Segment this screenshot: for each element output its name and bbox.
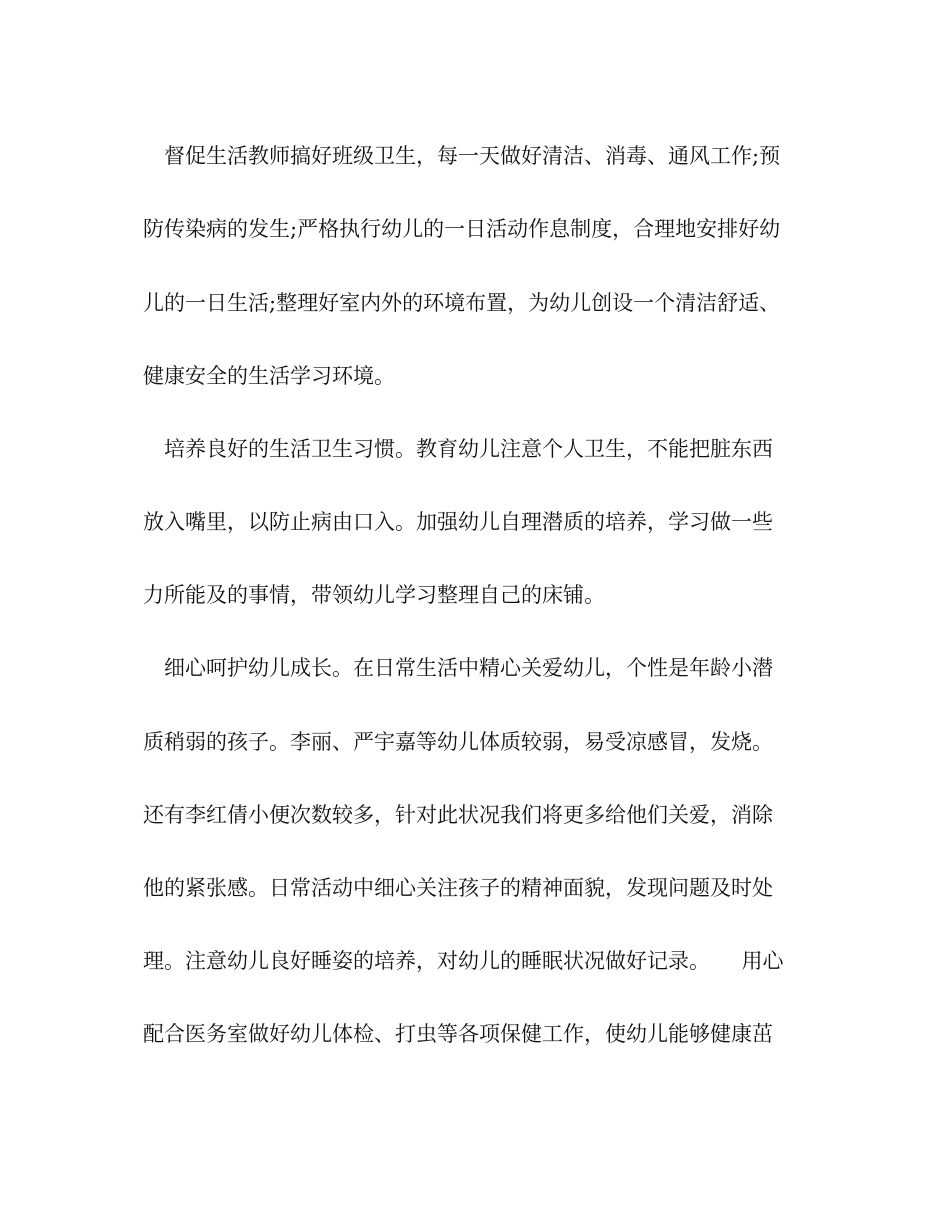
paragraph-3-line-1: 细心呵护幼儿成长。在日常生活中精心关爱幼儿，个性是年龄小潜 bbox=[164, 656, 773, 680]
paragraph-3-line-4: 他的紧张感。日常活动中细心关注孩子的精神面貌，发现问题及时处 bbox=[143, 876, 773, 900]
paragraph-1-line-3: 儿的一日生活;整理好室内外的环境布置，为幼儿创设一个清洁舒适、 bbox=[143, 291, 781, 315]
paragraph-1-line-2: 防传染病的发生;严格执行幼儿的一日活动作息制度，合理地安排好幼 bbox=[143, 217, 781, 241]
paragraph-2-line-2: 放入嘴里，以防止病由口入。加强幼儿自理潜质的培养，学习做一些 bbox=[143, 510, 773, 534]
paragraph-3-line-3: 还有李红倩小便次数较多，针对此状况我们将更多给他们关爱，消除 bbox=[143, 803, 773, 827]
paragraph-3-line-2: 质稍弱的孩子。李丽、严宇嘉等幼儿体质较弱，易受凉感冒，发烧。 bbox=[143, 730, 773, 754]
paragraph-1-line-1: 督促生活教师搞好班级卫生，每一天做好清洁、消毒、通风工作;预 bbox=[164, 144, 781, 168]
paragraph-2-line-3: 力所能及的事情，带领幼儿学习整理自己的床铺。 bbox=[143, 583, 605, 607]
paragraph-3-line-6: 配合医务室做好幼儿体检、打虫等各项保健工作，使幼儿能够健康茁 bbox=[143, 1022, 773, 1046]
paragraph-1-line-4: 健康安全的生活学习环境。 bbox=[143, 364, 395, 388]
paragraph-3-line-5: 理。注意幼儿良好睡姿的培养，对幼儿的睡眠状况做好记录。 用心 bbox=[143, 949, 784, 973]
paragraph-2-line-1: 培养良好的生活卫生习惯。教育幼儿注意个人卫生，不能把脏东西 bbox=[164, 437, 773, 461]
